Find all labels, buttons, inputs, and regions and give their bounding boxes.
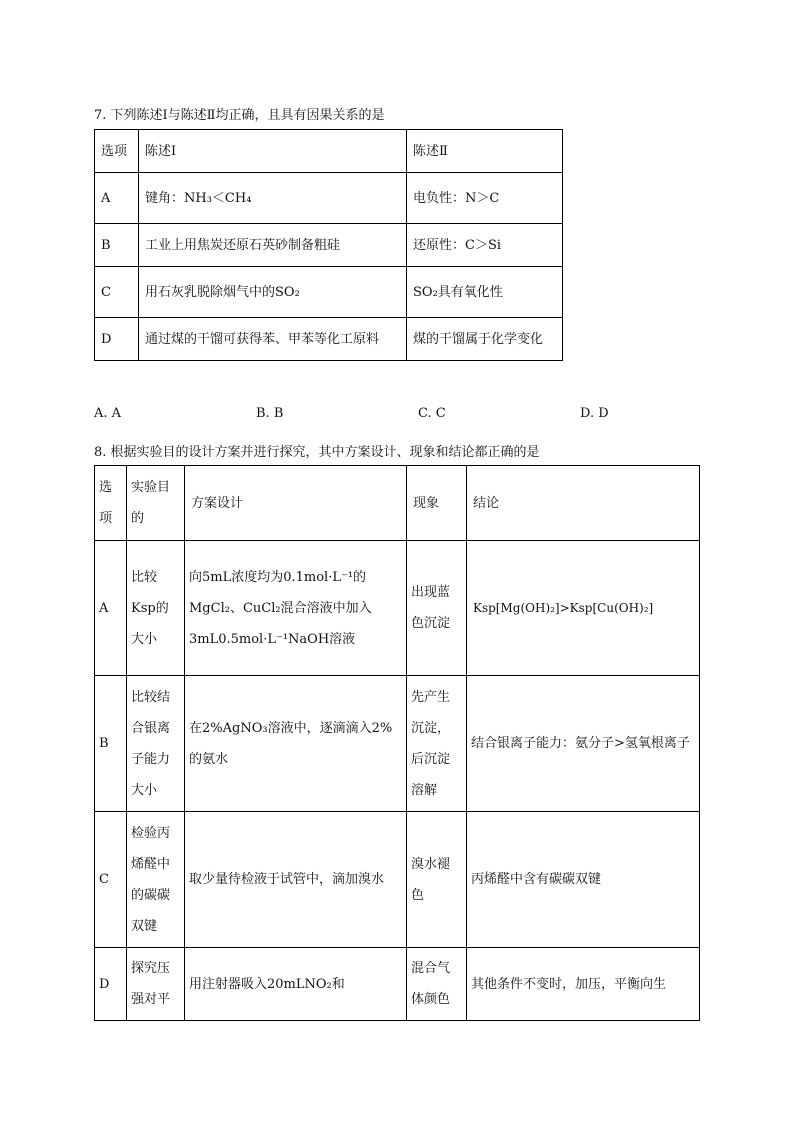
- table-row: [95, 812, 700, 948]
- row-phenomenon: 先产生沉淀，后沉淀溶解: [407, 676, 467, 812]
- row-statement-1: 用石灰乳脱除烟气中的SO₂: [139, 267, 407, 318]
- row-option: C: [95, 812, 127, 948]
- row-design: 向5mL浓度均为0.1mol·L⁻¹的MgCl₂、CuCl₂混合溶液中加入3mL0.5mol·L⁻¹NaOH溶液: [185, 541, 407, 676]
- row-statement-2: SO₂具有氧化性: [407, 267, 563, 318]
- row-conclusion: Ksp[Mg(OH)₂]>Ksp[Cu(OH)₂]: [467, 541, 700, 676]
- table-header-row: [95, 130, 563, 173]
- table-row: [95, 541, 700, 676]
- row-design: 用注射器吸入20mLNO₂和: [185, 948, 407, 1021]
- header-purpose: 实验目的: [127, 466, 185, 541]
- row-purpose: 检验丙烯醛中的碳碳双键: [127, 812, 185, 948]
- table-row: [95, 224, 563, 267]
- row-phenomenon: 出现蓝色沉淀: [407, 541, 467, 676]
- table-row: [95, 948, 700, 1021]
- header-statement-2: 陈述Ⅱ: [407, 130, 563, 173]
- table-row: [95, 267, 563, 318]
- row-option: D: [95, 318, 139, 361]
- table-row: [95, 318, 563, 361]
- row-option: A: [95, 541, 127, 676]
- q7-table: [94, 129, 563, 361]
- q7-choice-d: D. D: [580, 406, 609, 421]
- header-conclusion: 结论: [467, 466, 700, 541]
- table-row: [95, 173, 563, 224]
- row-purpose: 比较结合银离子能力大小: [127, 676, 185, 812]
- row-statement-2: 还原性：C＞Si: [407, 224, 563, 267]
- row-statement-2: 电负性：N＞C: [407, 173, 563, 224]
- row-option: D: [95, 948, 127, 1021]
- row-design: 取少量待检液于试管中，滴加溴水: [185, 812, 407, 948]
- row-conclusion: 丙烯醛中含有碳碳双键: [467, 812, 700, 948]
- row-conclusion: 其他条件不变时，加压，平衡向生: [467, 948, 700, 1021]
- row-statement-1: 通过煤的干馏可获得苯、甲苯等化工原料: [139, 318, 407, 361]
- header-statement-1: 陈述Ⅰ: [139, 130, 407, 173]
- q7-choice-a: A. A: [94, 406, 122, 421]
- row-purpose: 比较Ksp的大小: [127, 541, 185, 676]
- header-option: 选项: [95, 466, 127, 541]
- q7-choice-b: B. B: [256, 406, 284, 421]
- table-header-row: [95, 466, 700, 541]
- q8-table: [94, 465, 700, 1021]
- q7-title: 7. 下列陈述Ⅰ与陈述Ⅱ均正确，且具有因果关系的是: [94, 108, 385, 123]
- row-option: B: [95, 676, 127, 812]
- row-statement-1: 工业上用焦炭还原石英砂制备粗硅: [139, 224, 407, 267]
- row-statement-1: 键角：NH₃＜CH₄: [139, 173, 407, 224]
- table-row: [95, 676, 700, 812]
- row-phenomenon: 溴水褪色: [407, 812, 467, 948]
- row-design: 在2%AgNO₃溶液中，逐滴滴入2%的氨水: [185, 676, 407, 812]
- row-purpose: 探究压强对平: [127, 948, 185, 1021]
- row-statement-2: 煤的干馏属于化学变化: [407, 318, 563, 361]
- row-conclusion: 结合银离子能力：氨分子>氢氧根离子: [467, 676, 700, 812]
- q7-choice-c: C. C: [418, 406, 446, 421]
- row-option: C: [95, 267, 139, 318]
- row-option: A: [95, 173, 139, 224]
- header-phenomenon: 现象: [407, 466, 467, 541]
- row-option: B: [95, 224, 139, 267]
- row-phenomenon: 混合气体颜色: [407, 948, 467, 1021]
- header-design: 方案设计: [185, 466, 407, 541]
- header-option: 选项: [95, 130, 139, 173]
- q8-title: 8. 根据实验目的设计方案并进行探究，其中方案设计、现象和结论都正确的是: [94, 445, 540, 460]
